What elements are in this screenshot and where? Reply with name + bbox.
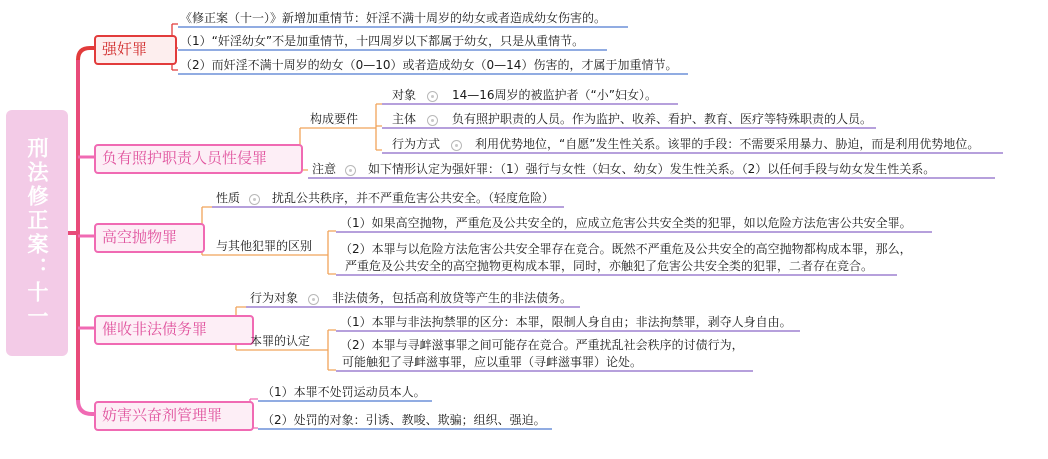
nature-text: 扰乱公共秩序，并不严重危害公共安全。（轻度危险） [272, 191, 555, 205]
branch-rape[interactable]: 强奸罪 [94, 35, 177, 65]
nature-label: 性质 [216, 191, 241, 205]
object-text: 非法债务，包括高利放贷等产生的非法债务。 [332, 291, 573, 305]
bullet-dot-icon [249, 194, 260, 205]
elements-label: 构成要件 [310, 112, 359, 126]
branch-doping-management[interactable]: 妨害兴奋剂管理罪 [94, 401, 254, 431]
doping-item-2: （2）处罚的对象：引诱、教唆、欺骗；组织、强迫。 [262, 413, 546, 427]
element-key-conduct: 行为方式 [392, 137, 441, 151]
element-key-object: 对象 [392, 88, 417, 102]
element-value-object: 14—16周岁的被监护者（“小”妇女）。 [452, 88, 657, 102]
bullet-dot-icon [427, 91, 438, 102]
branch-caretaker-sexual-assault[interactable]: 负有照护职责人员性侵罪 [94, 144, 303, 174]
branch-high-altitude-throwing[interactable]: 高空抛物罪 [94, 223, 205, 253]
root-title: 刑法修正案：十一 [25, 137, 49, 329]
ident-item-2-line-2: 可能触犯了寻衅滋事罪，应以重罪（寻衅滋事罪）论处。 [342, 355, 643, 369]
diff-item-2-line-2: 严重危及公共安全的高空抛物更构成本罪，同时，亦触犯了危害公共安全类的犯罪，二者存在竞合。 [345, 259, 874, 273]
doping-item-1: （1）本罪不处罚运动员本人。 [262, 385, 426, 399]
branch-illegal-debt-collection[interactable]: 催收非法债务罪 [94, 315, 254, 345]
bullet-dot-icon [451, 140, 462, 151]
diff-item-2-line-1: （2）本罪与以危险方法危害公共安全罪存在竞合。既然不严重危及公共安全的高空抛物都构成本罪，那么， [340, 242, 912, 256]
bullet-dot-icon [427, 115, 438, 126]
object-label: 行为对象 [250, 291, 299, 305]
note-label: 注意 [312, 162, 337, 176]
element-value-subject: 负有照护职责的人员。作为监护、收养、看护、教育、医疗等特殊职责的人员。 [452, 112, 873, 126]
diff-label: 与其他犯罪的区别 [216, 239, 313, 253]
rape-item-1: 《修正案（十一）》新增加重情节：奸淫不满十周岁的幼女或者造成幼女伤害的。 [180, 11, 607, 25]
ident-item-2-line-1: （2）本罪与寻衅滋事罪之间可能存在竞合。严重扰乱社会秩序的讨债行为， [340, 338, 744, 352]
root-node [6, 110, 68, 356]
rape-item-3: （2）而奸淫不满十周岁的幼女（0—10）或者造成幼女（0—14）伤害的，才属于加重情节。 [180, 58, 678, 72]
rape-item-2: （1）“奸淫幼女”不是加重情节，十四周岁以下都属于幼女，只是从重情节。 [180, 34, 585, 48]
ident-label: 本罪的认定 [250, 334, 311, 348]
bullet-dot-icon [308, 294, 319, 305]
element-value-conduct: 利用优势地位，“自愿”发生性关系。该罪的手段：不需要采用暴力、胁迫，而是利用优势地位。 [475, 137, 980, 151]
bullet-dot-icon [345, 165, 356, 176]
element-key-subject: 主体 [392, 112, 417, 126]
ident-item-1: （1）本罪与非法拘禁罪的区分：本罪，限制人身自由；非法拘禁罪，剥夺人身自由。 [340, 315, 792, 329]
diff-item-1: （1）如果高空抛物，严重危及公共安全的，应成立危害公共安全类的犯罪，如以危险方法危害公共安全罪。 [340, 216, 912, 230]
note-text: 如下情形认定为强奸罪：（1）强行与女性（妇女、幼女）发生性关系。（2）以任何手段与幼女发生性关系。 [368, 162, 936, 176]
